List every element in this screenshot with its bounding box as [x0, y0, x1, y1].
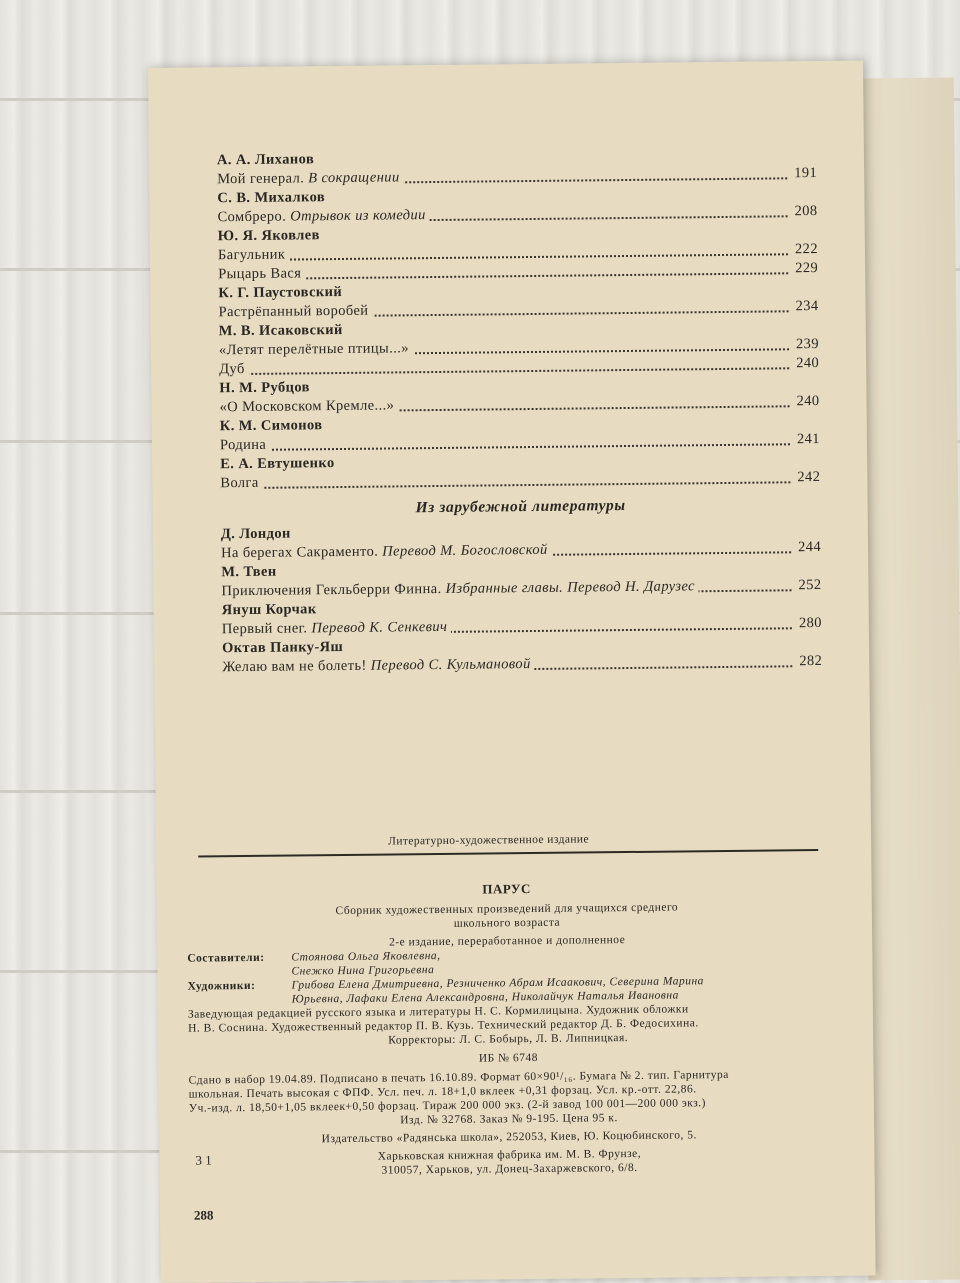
toc-entry: [222, 633, 822, 677]
edition-note: 2-е издание, переработанное и дополненное: [388, 934, 626, 949]
page-ref: 240: [792, 354, 819, 373]
toc-entry: [219, 316, 820, 379]
author-name: К. Г. Паустовский: [218, 283, 343, 302]
work-title-group: [222, 656, 535, 675]
artists-label: Художники:: [187, 979, 256, 993]
page-ref: 280: [795, 614, 822, 633]
toc-foreign-list: [221, 519, 823, 677]
work-title: «О Московском Кремле...»: [219, 397, 395, 416]
toc-entry: [218, 221, 819, 284]
page-ref: 252: [794, 576, 821, 595]
author-name: М. В. Исаковский: [218, 321, 343, 340]
toc-entry: [222, 595, 822, 639]
book-title: ПАРУС: [482, 881, 531, 897]
author-name: Ю. Я. Яковлев: [217, 227, 320, 245]
editors-line-1: Заведующая редакцией русского языка и литературы Н. С. Кормилицына. Художник обложки: [187, 1003, 689, 1021]
section-heading: Из зарубежной литературы: [415, 497, 626, 517]
work-title-group: [218, 247, 290, 264]
author-name: К. М. Симонов: [219, 417, 323, 435]
work-title: Желаю вам не болеть!: [222, 657, 367, 676]
author-name: Д. Лондон: [220, 525, 291, 543]
page-ref: 191: [790, 164, 817, 183]
publisher: Издательство «Радянська школа», 252053, Киев, Ю. Коцюбинского, 5.: [321, 1129, 697, 1146]
work-title-group: [220, 475, 263, 491]
work-title: Приключения Гекльберри Финна.: [221, 580, 442, 600]
work-note: Перевод К. Сенкевич: [311, 618, 448, 637]
author-name: М. Твен: [221, 563, 277, 581]
dot-leader: [220, 481, 790, 489]
work-title: Первый снег.: [221, 620, 308, 638]
work-title-group: [219, 397, 398, 415]
compiler-2: Снежко Нина Григорьевна: [291, 964, 435, 978]
print-line-4: Изд. № 32768. Заказ № 9-195. Цена 95 к.: [400, 1112, 618, 1127]
author-name: А. А. Лиханов: [216, 151, 315, 169]
work-note: В сокращении: [308, 169, 400, 187]
print-line-2: школьная. Печать высокая с ФПФ. Усл. печ. л. 18+1,0 вклеек +0,31 форзац. Усл. кр.-отт. 22,86.: [188, 1083, 697, 1101]
page-ref: 282: [795, 652, 822, 671]
subtitle-line-2: школьного возраста: [453, 916, 561, 930]
subtitle-line-1: Сборник художественных произведений для учащихся среднего: [335, 901, 679, 918]
author-name: С. В. Михалков: [217, 189, 326, 207]
page-ref: 241: [793, 430, 820, 449]
work-note: Отрывок из комедии: [290, 207, 426, 225]
work-title: Дуб: [219, 361, 245, 378]
work-title-group: [219, 361, 249, 377]
work-title-group: [218, 303, 372, 321]
print-line-1: Сдано в набор 19.04.89. Подписано в печать 16.10.89. Формат 60×90¹/₁₆. Бумага № 2. тип. Гарнитура: [188, 1068, 729, 1087]
work-title-group: [221, 542, 552, 561]
page-ref: 244: [794, 538, 821, 557]
work-note: Избранные главы. Перевод Н. Дарузес: [445, 578, 696, 597]
toc-entry: [221, 557, 821, 601]
page-ref: 242: [793, 468, 820, 487]
compilers-label: Составители:: [187, 951, 265, 965]
page-ref: 222: [791, 240, 818, 259]
table-of-contents: [217, 145, 822, 677]
compiler-1: Стоянова Ольга Яковлевна,: [291, 949, 441, 964]
page-ref: 208: [790, 202, 817, 221]
toc-entry: [220, 411, 820, 455]
factory-line-2: 310057, Харьков, ул. Донец-Захаржевского, 6/8.: [381, 1161, 638, 1177]
work-title: Рыцарь Вася: [218, 265, 302, 283]
author-name: Януш Корчак: [221, 601, 317, 619]
work-note: Перевод М. Богословской: [382, 541, 548, 560]
artists-1: Грибова Елена Дмитриевна, Резниченко Абрам Исаакович, Северина Марина: [291, 975, 704, 992]
factory-line-1: Харьковская книжная фабрика им. М. В. Фрунзе,: [377, 1147, 642, 1163]
toc-entry: [218, 278, 818, 322]
editors-line-2: Н. В. Соснина. Художественный редактор П. В. Кузь. Технический редактор Д. Б. Федосихина.: [187, 1017, 699, 1035]
toc-entry: [221, 519, 821, 563]
ib-number: ИБ № 6748: [478, 1051, 539, 1065]
page-ref: 240: [792, 392, 819, 411]
page-ref: 239: [792, 335, 819, 354]
imprint-divider: [198, 849, 818, 857]
toc-main-list: [217, 145, 821, 493]
toc-entry: [219, 373, 819, 417]
author-name: Октав Панку-Яш: [221, 638, 344, 657]
work-title: Мой генерал.: [217, 170, 305, 188]
work-title: Сомбреро.: [217, 208, 287, 226]
work-title: Багульник: [217, 246, 286, 264]
toc-entry: [220, 449, 820, 493]
work-title-group: [220, 437, 270, 454]
work-title-group: [217, 207, 429, 225]
toc-entry: [217, 145, 817, 189]
print-line-3: Уч.-изд. л. 18,50+1,05 вклеек+0,50 форзац. Тираж 200 000 экз. (2-й завод 100 001—200 000 экз.): [188, 1097, 706, 1115]
work-title-group: [219, 340, 413, 358]
toc-entry: [217, 183, 817, 227]
work-title: «Летят перелётные птицы...»: [218, 340, 409, 359]
book-page: [148, 61, 876, 1283]
work-title: Растрёпанный воробей: [218, 302, 369, 321]
artists-2: Юрьевна, Лафаки Елена Александровна, Николайчук Наталья Ивановна: [291, 989, 679, 1006]
work-title: Родина: [219, 436, 267, 454]
work-title: Волга: [220, 474, 259, 492]
author-name: Н. М. Рубцов: [219, 379, 310, 397]
work-note: Перевод С. Кульмановой: [370, 656, 531, 674]
page-ref: 229: [791, 259, 818, 278]
correctors: Корректоры: Л. С. Бобырь, Л. В. Липницкая.: [388, 1032, 629, 1047]
edition-type: Литературно-художественное издание: [388, 833, 589, 848]
page-number: 288: [193, 1207, 214, 1223]
work-title: На берегах Сакраменто.: [221, 543, 379, 562]
work-title-group: [218, 265, 305, 282]
work-title-group: [222, 619, 452, 637]
imprint-block: [187, 879, 830, 1180]
page-ref: 234: [791, 297, 818, 316]
signature-mark: 3 1: [195, 1152, 212, 1168]
work-title-group: [217, 169, 404, 187]
author-name: Е. А. Евтушенко: [220, 455, 335, 473]
